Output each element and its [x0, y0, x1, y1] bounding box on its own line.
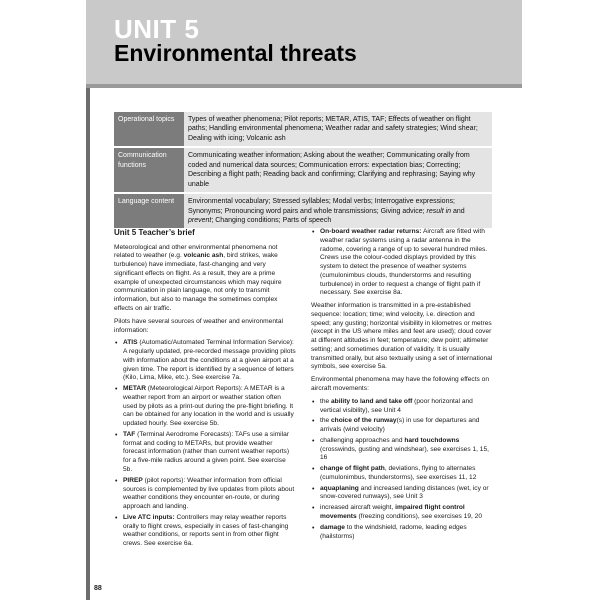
teachers-brief-heading: Unit 5 Teacher’s brief: [114, 228, 195, 237]
row-label: Operational topics: [114, 112, 184, 147]
unit-overview-table: [114, 112, 492, 230]
weather-sources-list: [114, 339, 296, 549]
weather-sources-list-continued: [311, 228, 493, 298]
effects-intro: Environmental phenomena may have the following effects on aircraft movements:: [311, 376, 490, 393]
list-item: • METAR (Meteorological Airport Reports): A METAR is a weather report from an airport or weather station often used by pilots as a print-out during the pre-flight briefing. It can be obtained for any location in the world and is usually updated hourly. See exercise 5b.: [123, 385, 296, 429]
unit-number: UNIT 5: [114, 14, 200, 44]
row-value: Environmental vocabulary; Stressed syllables; Modal verbs; Interrogative expressions; Synonyms; Pronouncing word pairs and whole transmissions; Giving advice; result in and prevent; Changing conditions; Parts of speech: [184, 193, 492, 229]
transmission-paragraph: Weather information is transmitted in a pre-established sequence: location; time; wind velocity, i.e. direction and speed; any gusting; horizontal visibility in kilometres or metres (except in the US where miles and feet are used); cloud cover at different altitudes in feet; temperature; dew point; altimeter setting; and sometimes duration of validity. It is usually transmitted orally, but also textually using a set of international symbols, see exercise 5a.: [311, 302, 493, 371]
intro-paragraph: Meteorological and other environmental phenomena not related to weather (e.g. volcanic ash, bird strikes, wake turbulence) have immediate, fast-changing and very significant effects on flight. As a result, they are a prime example of unexpected circumstances which may require communication in plain language, not only to transmit information, but also to manage the sometimes complex effects on air traffic.: [114, 243, 282, 312]
overview-row-communication-functions: [114, 147, 492, 193]
list-item: • challenging approaches and hard touchdowns (crosswinds, gusting and windshear), see exercises 1, 15, 16: [320, 437, 493, 463]
overview-row-language-content: [114, 193, 492, 229]
row-value: Types of weather phenomena; Pilot reports; METAR, ATIS, TAF; Effects of weather on flight paths; Handling environmental phenomena; Weather radar and safety strategies; Wind shear; Dealing with icing; Volcanic ash: [184, 112, 492, 147]
list-item: • On-board weather radar returns: Aircraft are fitted with weather radar systems using a radar antenna in the radome, covering a range of up to several hundred miles. Crews use the colour-coded displays provided by this system to detect the presence of weather systems (cumulonimbus clouds, thunderstorms and resulting turbulence) in order to request a change of flight path if necessary. See exercise 8a.: [320, 228, 493, 298]
row-label: Language content: [114, 193, 184, 229]
list-item: • the choice of the runway(s) in use for departures and arrivals (wind velocity): [320, 417, 493, 435]
list-item: • PIREP (pilot reports): Weather information from official sources is complemented by live updates from pilots about weather conditions they encounter en-route, or during approach and landing.: [123, 477, 296, 512]
list-item: • damage to the windshield, radome, leading edges (hailstorms): [320, 524, 493, 542]
brief-right-column: [311, 228, 493, 545]
list-item: • ATIS (Automatic/Automated Terminal Information Service): A regularly updated, pre-recorded message providing pilots with information about the conditions at a given airport at a given time. The report is identified by a sequence of letters (Kilo, Lima, Mike, etc.). See exercise 7a.: [123, 339, 296, 383]
list-item: • the ability to land and take off (poor horizontal and vertical visibility), see Unit 4: [320, 398, 493, 416]
effects-list: [311, 398, 493, 541]
margin-spine-bar: [86, 88, 90, 600]
brief-left-column: [114, 228, 296, 553]
list-item: • TAF (Terminal Aerodrome Forecasts): TAFs use a similar format and coding to METARs, but provide weather forecast information (rather than current weather reports) for a five-mile radius around a given point. See exercise 5b.: [123, 431, 296, 475]
unit-title: Environmental threats: [114, 40, 357, 66]
sources-intro: Pilots have several sources of weather and environmental information:: [114, 317, 283, 334]
list-item: • change of flight path, deviations, flying to alternates (cumulonimbus, thunderstorms), see exercises 11, 12: [320, 465, 493, 483]
list-item: • increased aircraft weight, impaired flight control movements (freezing conditions), see exercises 19, 20: [320, 504, 493, 522]
row-value: Communicating weather information; Asking about the weather; Communicating orally from coded and numerical data sources; Communication errors: expectation bias; Correcting; Describing a flight path; Reading back and confirming; Clarifying and rephrasing; Saying why unable: [184, 147, 492, 193]
list-item: • Live ATC inputs: Controllers may relay weather reports orally to flight crews, especially in cases of fast-changing weather conditions, or reports sent in from other flight crews. See exercise 6a.: [123, 514, 296, 549]
row-label: Communication functions: [114, 147, 184, 193]
page-number: 88: [94, 585, 102, 592]
overview-row-operational-topics: [114, 112, 492, 147]
list-item: • aquaplaning and increased landing distances (wet, icy or snow-covered runways), see Unit 3: [320, 485, 493, 503]
header-divider: [86, 84, 522, 88]
